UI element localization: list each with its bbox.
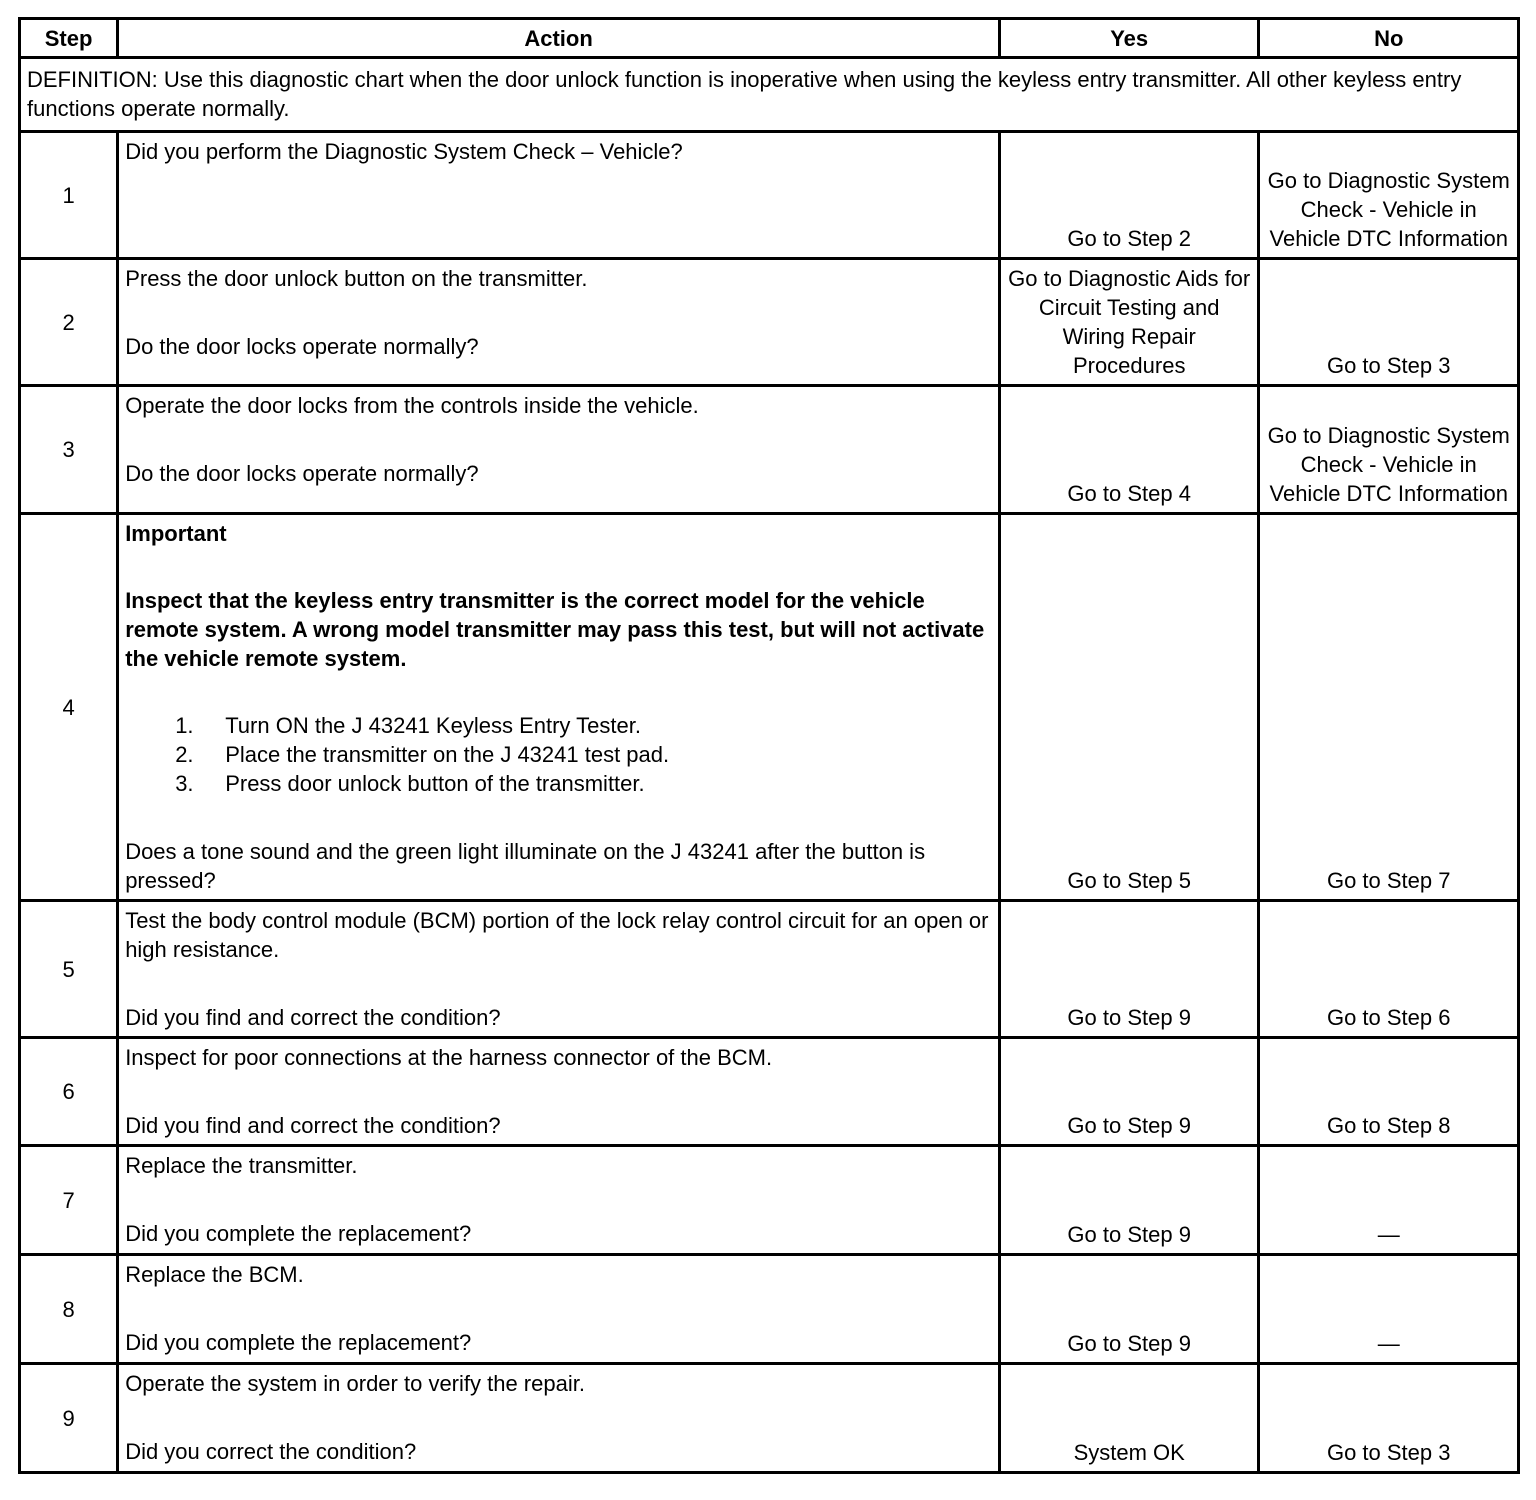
action-cell [118,1364,1000,1473]
header-action: Action [118,19,1000,58]
table-row [20,259,1519,386]
table-row [20,386,1519,514]
action-question: Did you complete the replacement? [125,1221,472,1246]
action-cell [118,1146,1000,1255]
step-number: 3 [20,386,118,514]
action-instruction: Operate the door locks from the controls inside the vehicle. [125,393,699,418]
yes-cell: Go to Step 5 [999,514,1259,901]
action-question: Did you find and correct the condition? [125,1113,501,1138]
list-item: 1. Turn ON the J 43241 Keyless Entry Tester. [175,713,641,738]
action-instruction: Replace the transmitter. [125,1153,358,1178]
action-cell [118,1038,1000,1146]
list-item: 3. Press door unlock button of the transmitter. [175,771,645,796]
header-row [20,19,1519,58]
important-title: Important [125,521,227,546]
table-row [20,132,1519,259]
step-number: 7 [20,1146,118,1255]
action-question: Did you find and correct the condition? [125,1005,501,1030]
no-cell: Go to Step 3 [1259,259,1519,386]
yes-cell: Go to Step 9 [999,1038,1259,1146]
yes-cell: Go to Step 2 [999,132,1259,259]
action-instruction: Inspect for poor connections at the harness connector of the BCM. [125,1045,773,1070]
table-row [20,1038,1519,1146]
no-cell: — [1259,1146,1519,1255]
no-cell: Go to Diagnostic System Check - Vehicle in Vehicle DTC Information [1259,132,1519,259]
important-text: Inspect that the keyless entry transmitter is the correct model for the vehicle remote system. A wrong model transmitter may pass this test, but will not activate the vehicle remote system. [125,588,985,671]
step-number: 8 [20,1255,118,1364]
action-cell [118,901,1000,1038]
action-instruction: Test the body control module (BCM) portion of the lock relay control circuit for an open or high resistance. [125,908,989,962]
action-instruction: Operate the system in order to verify the repair. [125,1371,585,1396]
action-cell [118,132,1000,259]
yes-cell: Go to Step 9 [999,901,1259,1038]
step-number: 4 [20,514,118,901]
action-instruction: Did you perform the Diagnostic System Check – Vehicle? [125,139,683,164]
yes-cell: Go to Step 9 [999,1255,1259,1364]
action-instruction: Replace the BCM. [125,1262,304,1287]
procedure-list [125,711,992,798]
action-cell [118,514,1000,901]
action-cell [118,259,1000,386]
table-row [20,514,1519,901]
action-question: Did you complete the replacement? [125,1330,472,1355]
no-cell: Go to Step 7 [1259,514,1519,901]
no-cell: Go to Diagnostic System Check - Vehicle in Vehicle DTC Information [1259,386,1519,514]
action-question: Do the door locks operate normally? [125,461,479,486]
table-row [20,1255,1519,1364]
yes-cell: Go to Step 9 [999,1146,1259,1255]
table-row [20,901,1519,1038]
action-cell [118,386,1000,514]
step-number: 9 [20,1364,118,1473]
action-question: Do the door locks operate normally? [125,334,479,359]
action-cell [118,1255,1000,1364]
no-cell: Go to Step 6 [1259,901,1519,1038]
no-cell: Go to Step 8 [1259,1038,1519,1146]
yes-cell: Go to Diagnostic Aids for Circuit Testing and Wiring Repair Procedures [999,259,1259,386]
list-item: 2. Place the transmitter on the J 43241 test pad. [175,742,670,767]
step-number: 2 [20,259,118,386]
step-number: 6 [20,1038,118,1146]
diagnostic-table [18,17,1520,1474]
table-row [20,1364,1519,1473]
definition-row [20,58,1519,132]
header-no: No [1259,19,1519,58]
yes-cell: Go to Step 4 [999,386,1259,514]
step-number: 5 [20,901,118,1038]
action-question: Did you correct the condition? [125,1439,417,1464]
no-cell: Go to Step 3 [1259,1364,1519,1473]
action-question: Does a tone sound and the green light illuminate on the J 43241 after the button is pressed? [125,839,926,893]
definition-text: DEFINITION: Use this diagnostic chart when the door unlock function is inoperative when using the keyless entry transmitter. All other keyless entry functions operate normally. [20,58,1519,132]
step-number: 1 [20,132,118,259]
table-row [20,1146,1519,1255]
yes-cell: System OK [999,1364,1259,1473]
header-yes: Yes [999,19,1259,58]
action-instruction: Press the door unlock button on the transmitter. [125,266,588,291]
header-step: Step [20,19,118,58]
no-cell: — [1259,1255,1519,1364]
